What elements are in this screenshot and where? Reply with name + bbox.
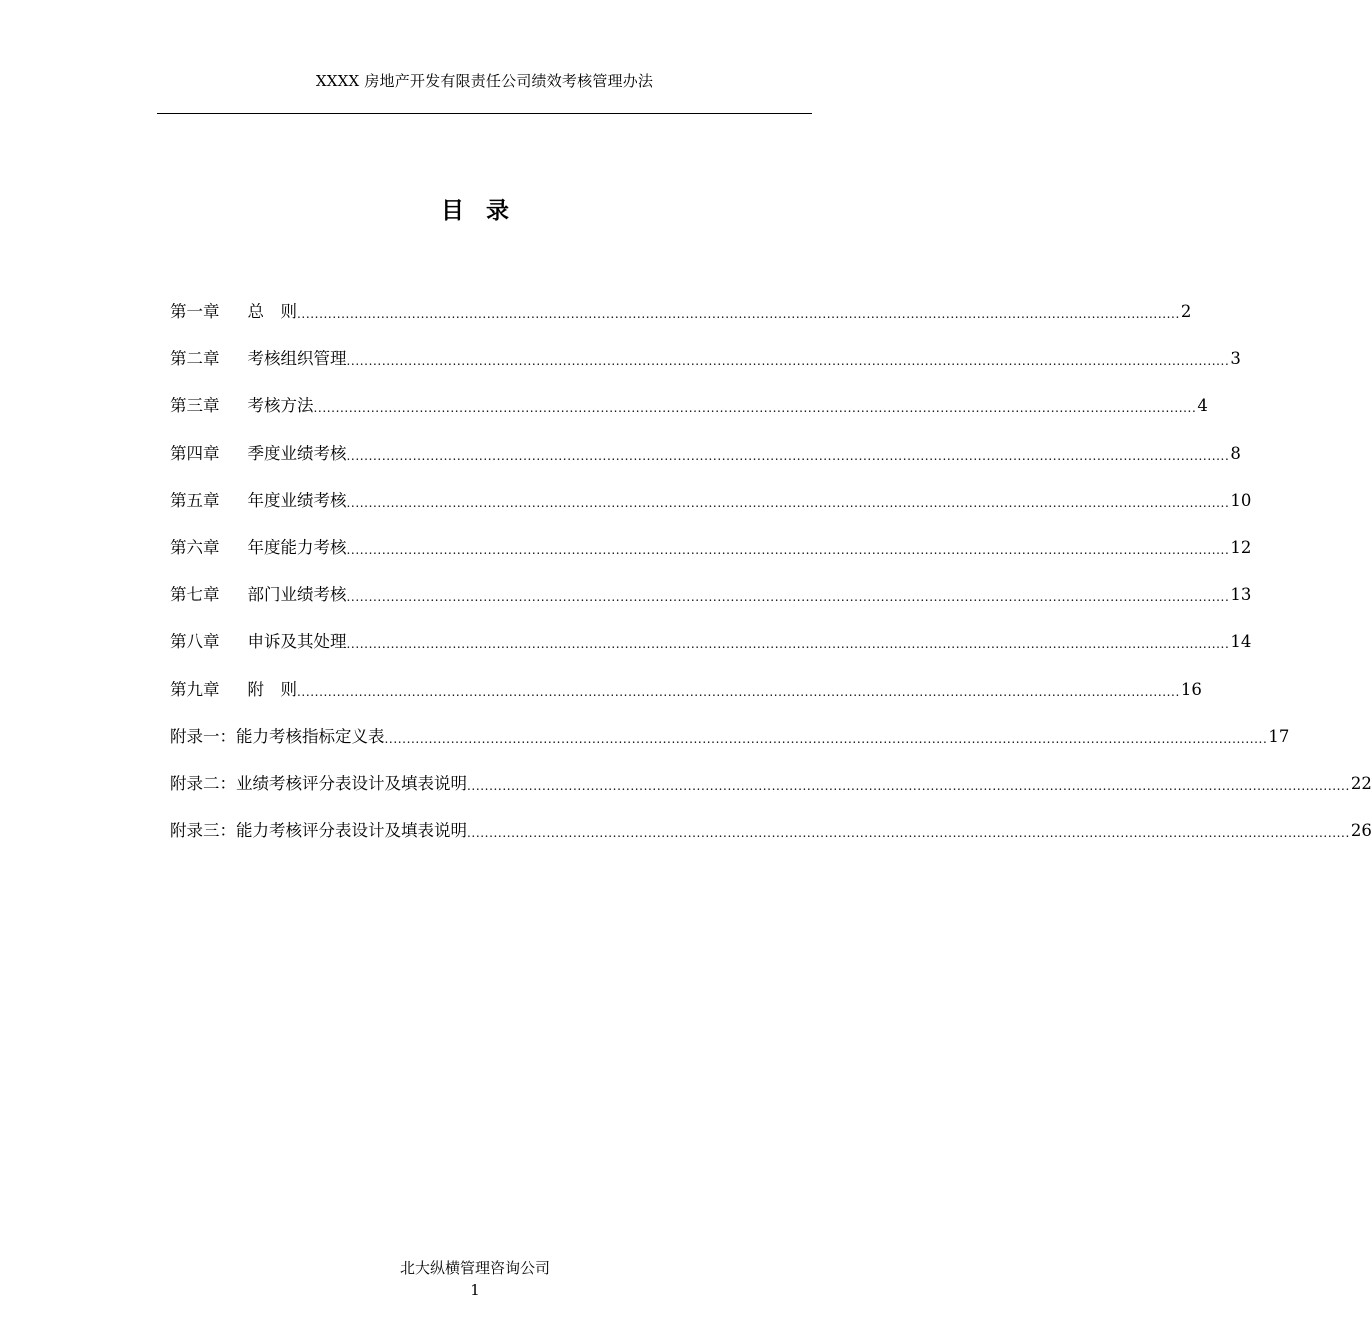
toc-page-number: 26 xyxy=(1350,821,1372,841)
toc-chapter-title: 考核组织管理 xyxy=(247,349,347,369)
toc-chapter-title: 年度能力考核 xyxy=(247,537,347,557)
toc-entry-appendix-2[interactable] xyxy=(170,770,1372,817)
toc-dot-leader: ........................................................................................................................................................................................................ xyxy=(313,401,1197,416)
toc-dot-leader: ........................................................................................................................................................................................................ xyxy=(346,590,1230,605)
toc-appendix-title: 附录二：业绩考核评分表设计及填表说明 xyxy=(170,773,467,793)
toc-entry-chapter-4[interactable] xyxy=(170,440,1241,487)
toc-page-number: 4 xyxy=(1197,396,1208,416)
toc-chapter-number: 第五章 xyxy=(170,490,220,510)
toc-page-number: 16 xyxy=(1180,679,1202,699)
page-header xyxy=(157,64,812,114)
toc-dot-leader: ........................................................................................................................................................................................................ xyxy=(297,307,1180,321)
toc-appendix-title: 附录三：能力考核评分表设计及填表说明 xyxy=(170,821,467,841)
toc-chapter-title: 年度业绩考核 xyxy=(247,490,347,510)
toc-page-number: 2 xyxy=(1180,302,1192,321)
toc-dot-leader: ........................................................................................................................................................................................................ xyxy=(346,637,1230,652)
toc-entry-chapter-9[interactable] xyxy=(170,676,1202,723)
toc-chapter-number: 第一章 xyxy=(170,302,220,321)
toc-chapter-title: 总 则 xyxy=(247,302,297,321)
toc-entry-chapter-5[interactable] xyxy=(170,487,1252,534)
toc-page-number: 22 xyxy=(1350,773,1372,793)
toc-entry-chapter-7[interactable] xyxy=(170,581,1252,628)
toc-chapter-number: 第九章 xyxy=(170,679,220,699)
toc-entry-chapter-3[interactable] xyxy=(170,392,1208,439)
toc-entry-chapter-8[interactable] xyxy=(170,628,1252,675)
toc-chapter-number: 第三章 xyxy=(170,396,220,416)
table-of-contents xyxy=(170,298,1372,864)
toc-page-number: 12 xyxy=(1230,537,1252,557)
toc-entry-appendix-3[interactable] xyxy=(170,817,1372,864)
toc-entry-chapter-6[interactable] xyxy=(170,534,1252,581)
toc-chapter-title: 申诉及其处理 xyxy=(247,632,347,652)
footer-company-name: 北大纵横管理咨询公司 xyxy=(399,1259,550,1277)
footer-page-number: 1 xyxy=(470,1281,480,1299)
toc-chapter-number: 第六章 xyxy=(170,537,220,557)
toc-chapter-number: 第八章 xyxy=(170,632,220,652)
toc-entry-chapter-1[interactable] xyxy=(170,298,1192,345)
toc-dot-leader: ........................................................................................................................................................................................................ xyxy=(384,731,1268,746)
toc-page-number: 13 xyxy=(1230,585,1252,605)
toc-dot-leader: ........................................................................................................................................................................................................ xyxy=(467,826,1350,841)
toc-page-number: 17 xyxy=(1268,726,1290,746)
document-title: XXXX 房地产开发有限责任公司绩效考核管理办法 xyxy=(315,72,654,90)
toc-entry-appendix-1[interactable] xyxy=(170,723,1290,770)
toc-page-number: 8 xyxy=(1230,443,1241,463)
page-footer xyxy=(0,1257,950,1301)
toc-chapter-title: 考核方法 xyxy=(247,396,314,416)
toc-dot-leader: ........................................................................................................................................................................................................ xyxy=(346,354,1230,369)
toc-chapter-number: 第七章 xyxy=(170,585,220,605)
toc-chapter-number: 第二章 xyxy=(170,349,220,369)
toc-appendix-title: 附录一：能力考核指标定义表 xyxy=(170,726,385,746)
toc-dot-leader: ........................................................................................................................................................................................................ xyxy=(467,778,1350,793)
toc-page-number: 10 xyxy=(1230,490,1252,510)
toc-chapter-title: 部门业绩考核 xyxy=(247,585,347,605)
toc-entry-chapter-2[interactable] xyxy=(170,345,1241,392)
toc-dot-leader: ........................................................................................................................................................................................................ xyxy=(346,542,1230,557)
toc-chapter-title: 附 则 xyxy=(247,679,297,699)
toc-dot-leader: ........................................................................................................................................................................................................ xyxy=(346,448,1230,463)
toc-title: 目录 xyxy=(441,198,531,224)
toc-chapter-title: 季度业绩考核 xyxy=(247,443,347,463)
toc-dot-leader: ........................................................................................................................................................................................................ xyxy=(297,684,1180,699)
toc-page-number: 3 xyxy=(1230,349,1241,369)
toc-chapter-number: 第四章 xyxy=(170,443,220,463)
toc-page-number: 14 xyxy=(1230,632,1252,652)
toc-dot-leader: ........................................................................................................................................................................................................ xyxy=(346,495,1230,510)
